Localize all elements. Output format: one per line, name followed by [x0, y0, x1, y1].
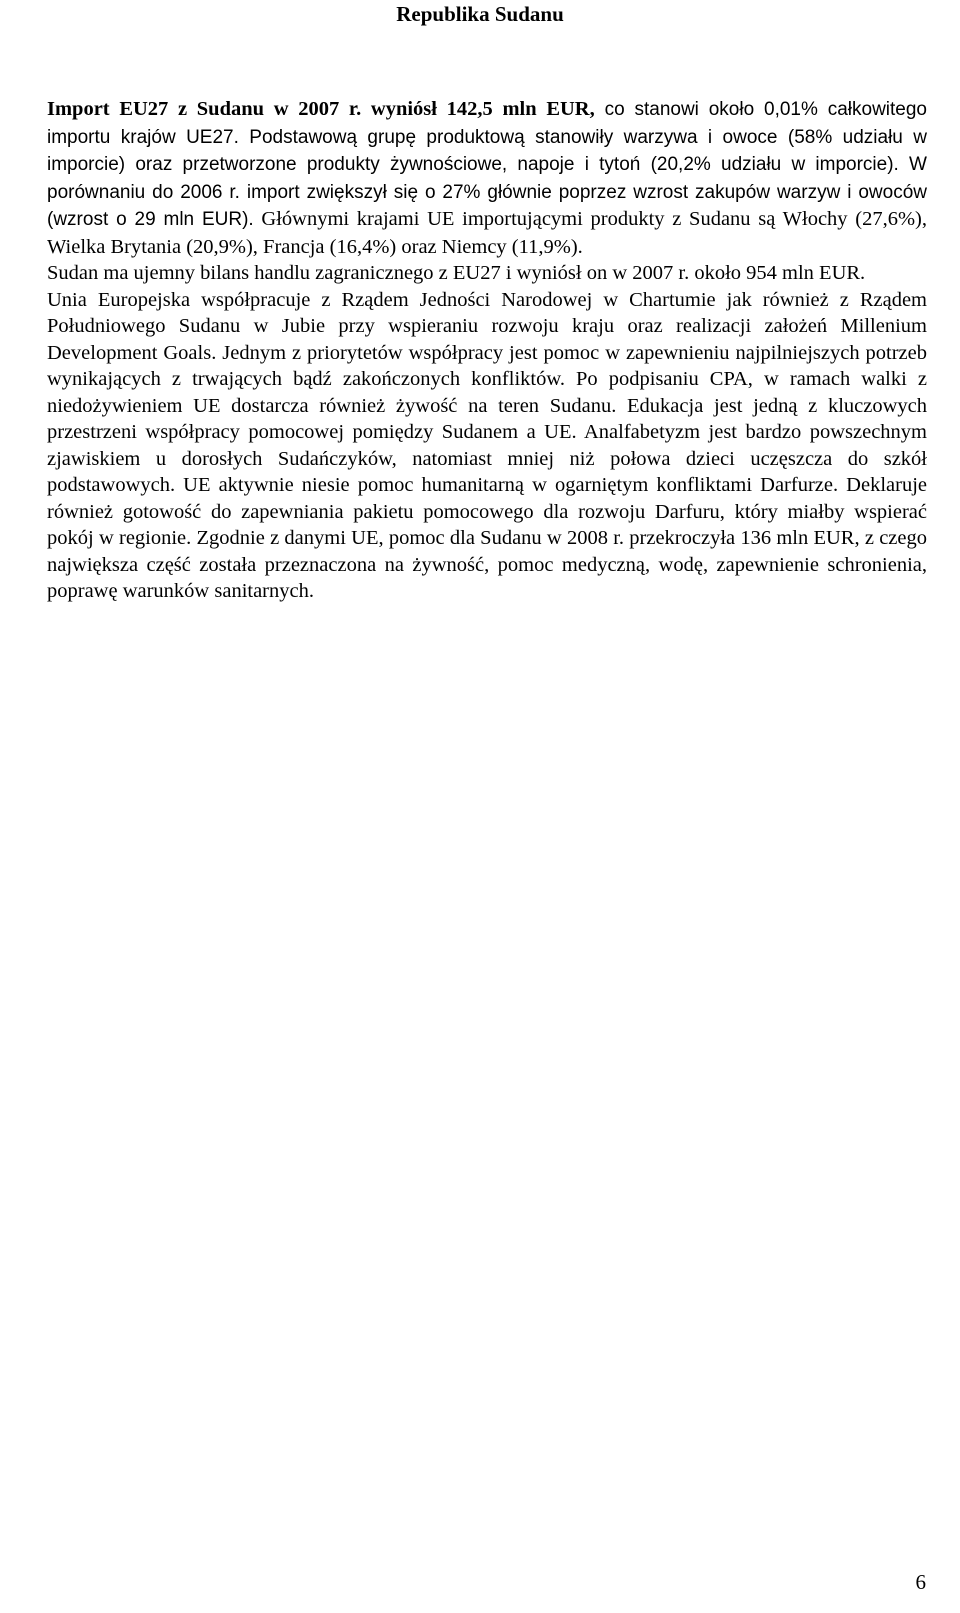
import-details: co stanowi około 0,01% całkowitego importu krajów UE27. Podstawową grupę produktową stanowiły warzywa i owoce (58% udziału w imporcie) oraz przetworzone produkty żywnościowe, napoje i tytoń (20,2% udziału w imporcie). W porównaniu do 2006 r. import zwiększył się o 27% głównie poprzez wzrost zakupów warzyw i owoców (wzrost o 29 mln EUR).	[47, 99, 927, 230]
page-number: 6	[915, 1570, 926, 1594]
document-body	[47, 96, 927, 605]
import-lead: Import EU27 z Sudanu w 2007 r. wyniósł 142,5 mln EUR,	[47, 98, 595, 120]
page-title: Republika Sudanu	[396, 2, 564, 26]
paragraph-cooperation: Unia Europejska współpracuje z Rządem Jedności Narodowej w Chartumie jak również z Rządem Południowego Sudanu w Jubie przy wspieraniu rozwoju kraju oraz realizacji założeń Millenium Development Goals. Jednym z priorytetów współpracy jest pomoc w zapewnieniu najpilniejszych potrzeb wynikających z trwających bądź zakończonych konfliktów. Po podpisaniu CPA, w ramach walki z niedożywieniem UE dostarcza również żywość na teren Sudanu. Edukacja jest jedną z kluczowych przestrzeni współpracy pomocowej pomiędzy Sudanem a UE. Analfabetyzm jest bardzo powszechnym zjawiskiem u dorosłych Sudańczyków, natomiast mniej niż połowa dzieci uczęszcza do szkół podstawowych. UE aktywnie niesie pomoc humanitarną w ogarniętym konfliktami Darfurze. Deklaruje również gotowość do zapewniania pakietu pomocowego dla rozwoju Darfuru, który miałby wspierać pokój w regionie. Zgodnie z danymi UE, pomoc dla Sudanu w 2008 r. przekroczyła 136 mln EUR, z czego największa część została przeznaczona na żywność, pomoc medyczną, wodę, zapewnienie schronienia, poprawę warunków sanitarnych.	[47, 288, 927, 602]
paragraph-trade-balance: Sudan ma ujemny bilans handlu zagranicznego z EU27 i wyniósł on w 2007 r. około 954 mln EUR.	[47, 262, 866, 284]
paragraph-import	[47, 96, 927, 260]
import-countries: Głównymi krajami UE importującymi produkty z Sudanu są Włochy (27,6%), Wielka Brytania (20,9%), Francja (16,4%) oraz Niemcy (11,9%).	[47, 208, 927, 258]
